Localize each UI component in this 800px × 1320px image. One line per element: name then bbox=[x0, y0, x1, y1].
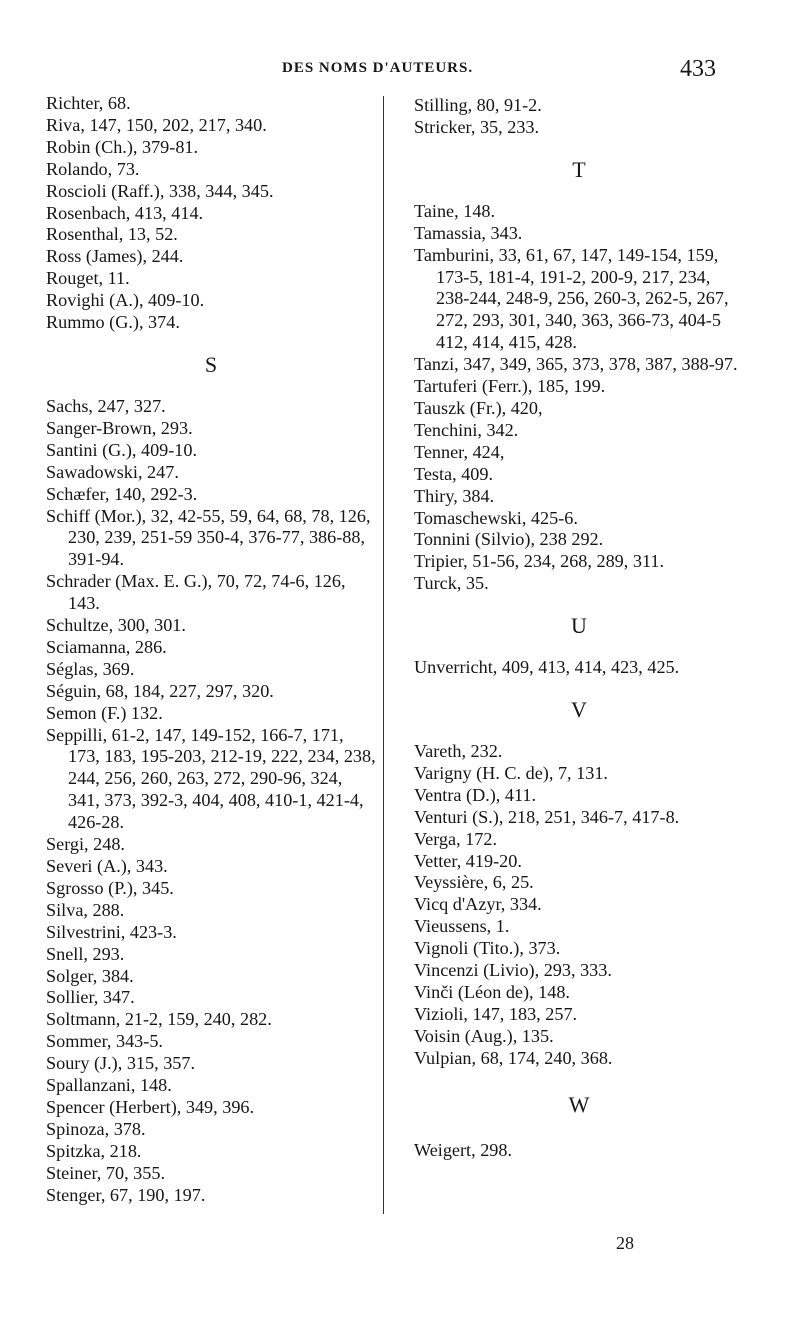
index-entry: Soltmann, 21-2, 159, 240, 282. bbox=[46, 1009, 272, 1030]
index-entry: Varigny (H. C. de), 7, 131. bbox=[414, 762, 608, 783]
index-group-t bbox=[414, 201, 744, 595]
index-entry: Sommer, 343-5. bbox=[46, 1031, 163, 1052]
index-entry: Vieussens, 1. bbox=[414, 916, 510, 937]
index-entry: Tomaschewski, 425-6. bbox=[414, 507, 578, 528]
index-entry: Spitzka, 218. bbox=[46, 1140, 142, 1161]
right-column bbox=[414, 95, 744, 1162]
index-group-s bbox=[46, 396, 376, 1207]
index-entry: Rosenbach, 413, 414. bbox=[46, 202, 204, 223]
index-entry: Taine, 148. bbox=[414, 200, 496, 221]
running-head: DES NOMS D'AUTEURS. bbox=[282, 60, 474, 76]
index-entry: Tonnini (Silvio), 238 292. bbox=[414, 529, 604, 550]
index-entry: Tripier, 51-56, 234, 268, 289, 311. bbox=[414, 551, 665, 572]
index-entry: Rolando, 73. bbox=[46, 158, 140, 179]
index-entry: Riva, 147, 150, 202, 217, 340. bbox=[46, 114, 267, 135]
index-entry: Sollier, 347. bbox=[46, 987, 135, 1008]
index-entry: Seppilli, 61-2, 147, 149-152, 166-7, 171, 173, 183, 195-203, 212-19, 222, 234, 238, 244, 256, 260, 263, 272, 290-96, 324, 341, 373, 392-3, 404, 408, 410-1, 421-4, 426-28. bbox=[46, 724, 376, 833]
index-entry: Schæfer, 140, 292-3. bbox=[46, 483, 198, 504]
index-entry: Roscioli (Raff.), 338, 344, 345. bbox=[46, 180, 274, 201]
left-column bbox=[46, 93, 376, 1207]
index-entry: Turck, 35. bbox=[414, 573, 489, 594]
index-entry: Sciamanna, 286. bbox=[46, 636, 167, 657]
index-entry: Tenner, 424, bbox=[414, 441, 505, 462]
section-letter-t: T bbox=[572, 156, 586, 182]
index-entry: Séglas, 369. bbox=[46, 658, 135, 679]
index-group-u bbox=[414, 657, 744, 679]
index-entry: Vignoli (Tito.), 373. bbox=[414, 938, 561, 959]
index-entry: Sanger-Brown, 293. bbox=[46, 417, 193, 438]
index-entry: Spinoza, 378. bbox=[46, 1118, 146, 1139]
index-entry: Stenger, 67, 190, 197. bbox=[46, 1184, 206, 1205]
index-entry: Silvestrini, 423-3. bbox=[46, 921, 177, 942]
index-entry: Tanzi, 347, 349, 365, 373, 378, 387, 388-97. bbox=[414, 354, 738, 375]
index-entry: Richter, 68. bbox=[46, 93, 131, 113]
section-letter-s: S bbox=[204, 351, 218, 377]
index-entry: Solger, 384. bbox=[46, 965, 134, 986]
index-entry: Vizioli, 147, 183, 257. bbox=[414, 1003, 578, 1024]
index-entry: Spencer (Herbert), 349, 396. bbox=[46, 1096, 255, 1117]
index-entry: Vetter, 419-20. bbox=[414, 850, 522, 871]
index-entry: Schultze, 300, 301. bbox=[46, 615, 186, 636]
index-entry: Vinči (Léon de), 148. bbox=[414, 982, 570, 1002]
index-entry: Schiff (Mor.), 32, 42-55, 59, 64, 68, 78, 126, 230, 239, 251-59 350-4, 376-77, 386-88, 391-94. bbox=[46, 505, 371, 570]
index-entry: Spallanzani, 148. bbox=[46, 1075, 172, 1096]
column-divider bbox=[383, 96, 384, 1214]
index-group-r bbox=[46, 93, 376, 334]
index-entry: Stricker, 35, 233. bbox=[414, 116, 540, 137]
index-group-s-cont bbox=[414, 95, 744, 139]
index-entry: Testa, 409. bbox=[414, 463, 494, 484]
index-entry: Tauszk (Fr.), 420, bbox=[414, 397, 543, 418]
index-entry: Tartuferi (Ferr.), 185, 199. bbox=[414, 376, 606, 397]
index-entry: Robin (Ch.), 379-81. bbox=[46, 136, 199, 157]
index-entry: Soury (J.), 315, 357. bbox=[46, 1053, 196, 1074]
index-entry: Rosenthal, 13, 52. bbox=[46, 224, 178, 245]
index-entry: Weigert, 298. bbox=[414, 1139, 513, 1160]
index-entry: Vicq d'Azyr, 334. bbox=[414, 894, 542, 915]
index-entry: Tenchini, 342. bbox=[414, 419, 519, 440]
index-entry: Veyssière, 6, 25. bbox=[414, 872, 534, 893]
index-entry: Semon (F.) 132. bbox=[46, 702, 163, 723]
index-entry: Sgrosso (P.), 345. bbox=[46, 877, 174, 898]
index-entry: Voisin (Aug.), 135. bbox=[414, 1025, 554, 1046]
index-entry: Silva, 288. bbox=[46, 899, 125, 920]
index-entry: Rummo (G.), 374. bbox=[46, 312, 180, 333]
index-group-w bbox=[414, 1140, 744, 1162]
index-entry: Steiner, 70, 355. bbox=[46, 1162, 165, 1183]
signature-mark: 28 bbox=[616, 1233, 634, 1253]
index-entry: Sawadowski, 247. bbox=[46, 461, 179, 482]
index-entry: Sergi, 248. bbox=[46, 834, 125, 855]
section-letter-v: V bbox=[571, 697, 587, 723]
index-entry: Ventra (D.), 411. bbox=[414, 784, 537, 805]
index-entry: Ross (James), 244. bbox=[46, 246, 184, 267]
section-letter-w: W bbox=[568, 1091, 590, 1117]
index-entry: Vulpian, 68, 174, 240, 368. bbox=[414, 1047, 613, 1068]
index-entry: Tamburini, 33, 61, 67, 147, 149-154, 159, 173-5, 181-4, 191-2, 200-9, 217, 234, 238-244, 248-9, 256, 260-3, 262-5, 267, 272, 293, 301, 340, 363, 366-73, 404-5 412, 414, 415, 428. bbox=[414, 244, 729, 353]
index-entry: Venturi (S.), 218, 251, 346-7, 417-8. bbox=[414, 806, 680, 827]
index-entry: Schrader (Max. E. G.), 70, 72, 74-6, 126, 143. bbox=[46, 571, 346, 614]
index-entry: Santini (G.), 409-10. bbox=[46, 439, 198, 460]
index-entry: Snell, 293. bbox=[46, 943, 125, 964]
section-letter-u: U bbox=[571, 613, 587, 639]
index-entry: Unverricht, 409, 413, 414, 423, 425. bbox=[414, 657, 680, 678]
index-group-v bbox=[414, 741, 744, 1070]
index-entry: Verga, 172. bbox=[414, 828, 498, 849]
index-entry: Séguin, 68, 184, 227, 297, 320. bbox=[46, 680, 274, 701]
index-entry: Severi (A.), 343. bbox=[46, 856, 168, 876]
page-number: 433 bbox=[680, 56, 716, 82]
index-entry: Tamassia, 343. bbox=[414, 222, 523, 243]
index-entry: Vincenzi (Livio), 293, 333. bbox=[414, 960, 612, 981]
index-entry: Rovighi (A.), 409-10. bbox=[46, 290, 205, 311]
index-entry: Vareth, 232. bbox=[414, 741, 503, 762]
index-entry: Rouget, 11. bbox=[46, 268, 130, 289]
index-entry: Stilling, 80, 91-2. bbox=[414, 95, 542, 115]
index-entry: Thiry, 384. bbox=[414, 485, 495, 506]
index-entry: Sachs, 247, 327. bbox=[46, 395, 166, 416]
